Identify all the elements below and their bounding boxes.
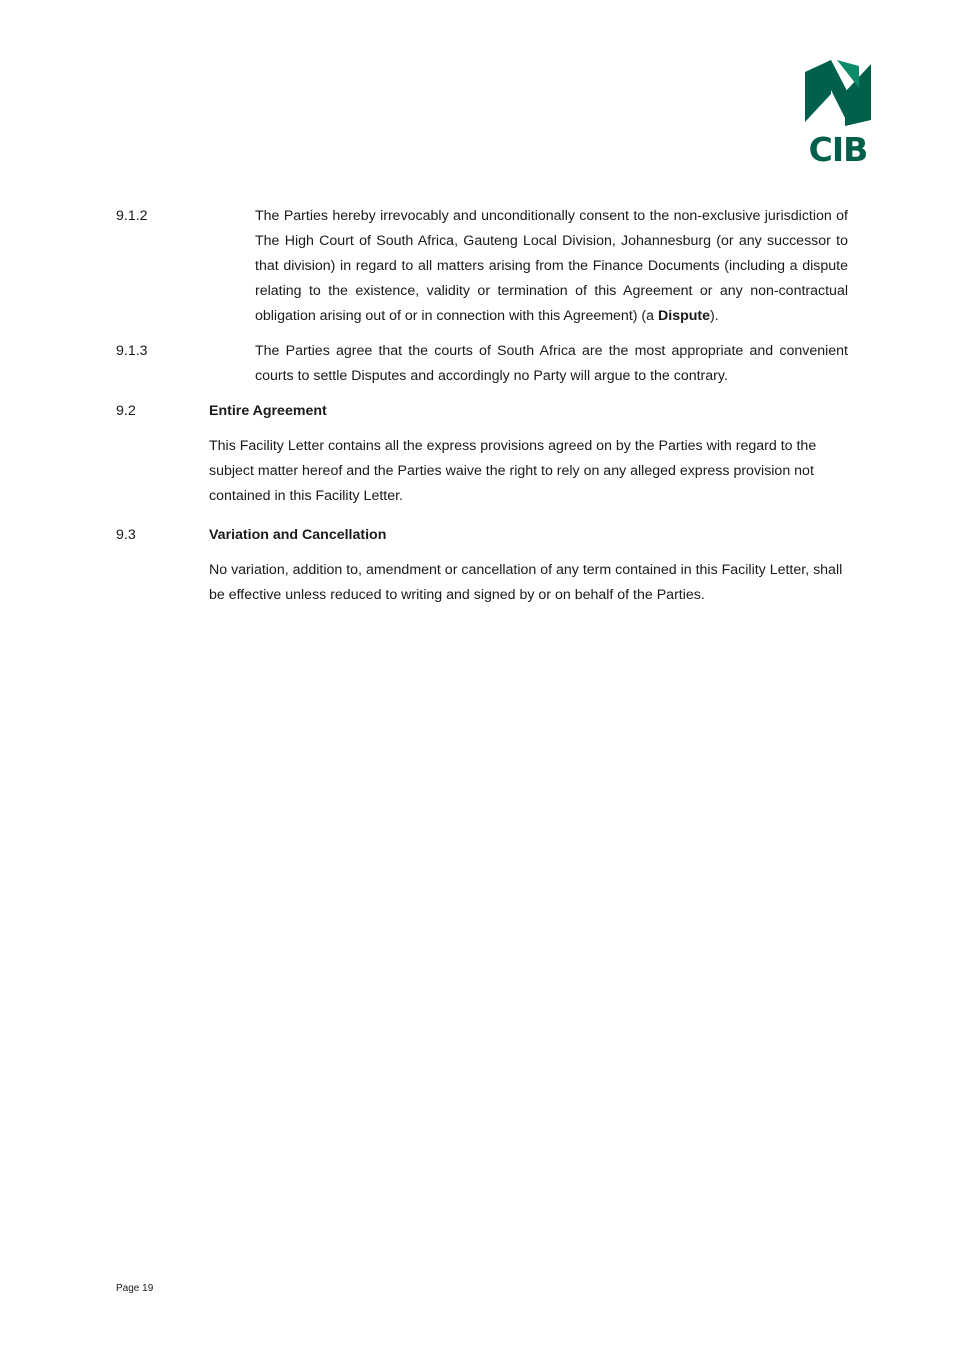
clause-number: 9.2 (116, 403, 136, 419)
clause-text-end: ). (710, 308, 719, 324)
clause-text-part: The Parties hereby irrevocably and unconditionally consent to the non-exclusive jurisdiction of The High Court of South Africa, Gauteng Local Division, Johannesburg (or any successor to that division) in regard to all matters arising from the Finance Documents (including a dispute relating to the existence, validity or termination of this Agreement or any non-contractual obligation arising out of or in connection with this Agreement) (a (255, 208, 848, 324)
nedbank-cib-logo (803, 58, 873, 168)
clause-heading: Variation and Cancellation (209, 527, 387, 543)
logo-text: CIB (808, 130, 868, 169)
clause-text: The Parties agree that the courts of South Africa are the most appropriate and convenient courts to settle Disputes and accordingly no Party will argue to the contrary. (255, 343, 848, 384)
logo-mark-icon (803, 58, 873, 128)
page-number: Page 19 (116, 1283, 154, 1294)
clause-text: This Facility Letter contains all the express provisions agreed on by the Parties with regard to the subject matter hereof and the Parties waive the right to rely on any alleged express provision not contained in this Facility Letter. (209, 438, 817, 504)
clause-number: 9.1.2 (116, 208, 148, 224)
clause-text: No variation, addition to, amendment or cancellation of any term contained in this Facility Letter, shall be effective unless reduced to writing and signed by or on behalf of the Parties. (209, 562, 843, 603)
clause-text (255, 204, 848, 329)
clause-heading: Entire Agreement (209, 403, 327, 419)
clause-number: 9.1.3 (116, 343, 148, 359)
clause-number: 9.3 (116, 527, 136, 543)
defined-term-dispute: Dispute (658, 308, 711, 324)
